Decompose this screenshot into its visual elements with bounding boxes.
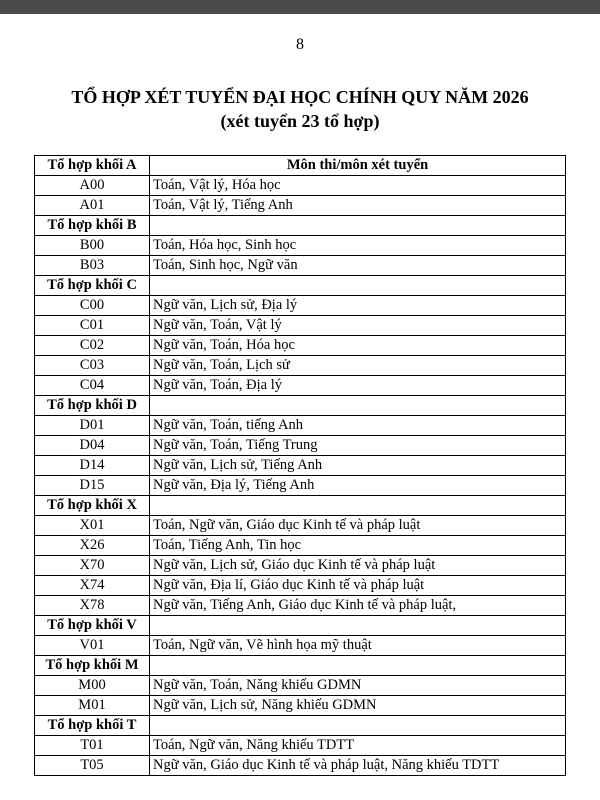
page-title: TỔ HỢP XÉT TUYỂN ĐẠI HỌC CHÍNH QUY NĂM 2026: [71, 87, 529, 107]
combination-subjects: Toán, Ngữ văn, Giáo dục Kinh tế và pháp luật: [150, 516, 566, 536]
combination-subjects: Toán, Vật lý, Tiếng Anh: [150, 196, 566, 216]
combination-subjects: Ngữ văn, Toán, Năng khiếu GDMN: [150, 676, 566, 696]
combination-code: M01: [35, 696, 150, 716]
combination-code: V01: [35, 636, 150, 656]
table-row: [35, 476, 566, 496]
combination-subjects: Toán, Sinh học, Ngữ văn: [150, 256, 566, 276]
table-row: [35, 256, 566, 276]
combination-code: X74: [35, 576, 150, 596]
page-subtitle: (xét tuyển 23 tổ hợp): [220, 111, 380, 131]
combination-subjects: Ngữ văn, Lịch sử, Năng khiếu GDMN: [150, 696, 566, 716]
group-empty-cell: [150, 716, 566, 736]
combination-subjects: Ngữ văn, Toán, Vật lý: [150, 316, 566, 336]
group-header-row: [35, 396, 566, 416]
group-label: Tổ hợp khối B: [35, 216, 150, 236]
group-empty-cell: [150, 496, 566, 516]
table-row: [35, 636, 566, 656]
table-row: [35, 736, 566, 756]
group-label: Tổ hợp khối M: [35, 656, 150, 676]
combination-code: T05: [35, 756, 150, 776]
group-empty-cell: [150, 276, 566, 296]
viewer-top-bar: [0, 0, 600, 14]
group-label: Tổ hợp khối C: [35, 276, 150, 296]
table-row: [35, 556, 566, 576]
combination-subjects: Ngữ văn, Toán, tiếng Anh: [150, 416, 566, 436]
combination-code: C01: [35, 316, 150, 336]
group-empty-cell: [150, 396, 566, 416]
group-label: Tổ hợp khối T: [35, 716, 150, 736]
page-number: 8: [296, 36, 304, 53]
combination-code: X70: [35, 556, 150, 576]
group-empty-cell: [150, 656, 566, 676]
combination-subjects: Ngữ văn, Giáo dục Kinh tế và pháp luật, Năng khiếu TDTT: [150, 756, 566, 776]
header-subjects: Môn thi/môn xét tuyển: [150, 156, 566, 176]
combination-code: T01: [35, 736, 150, 756]
combination-subjects: Ngữ văn, Tiếng Anh, Giáo dục Kinh tế và pháp luật,: [150, 596, 566, 616]
group-header-row: [35, 496, 566, 516]
combination-code: B00: [35, 236, 150, 256]
group-header-row: [35, 656, 566, 676]
group-empty-cell: [150, 216, 566, 236]
admission-combinations-table: [34, 155, 566, 776]
table-row: [35, 436, 566, 456]
group-label: Tổ hợp khối X: [35, 496, 150, 516]
table-row: [35, 756, 566, 776]
combination-code: A01: [35, 196, 150, 216]
combination-code: B03: [35, 256, 150, 276]
table-row: [35, 596, 566, 616]
combination-subjects: Toán, Hóa học, Sinh học: [150, 236, 566, 256]
combination-code: X01: [35, 516, 150, 536]
combination-subjects: Ngữ văn, Lịch sử, Tiếng Anh: [150, 456, 566, 476]
combination-code: C02: [35, 336, 150, 356]
combination-subjects: Ngữ văn, Toán, Tiếng Trung: [150, 436, 566, 456]
table-row: [35, 376, 566, 396]
combination-subjects: Ngữ văn, Địa lý, Tiếng Anh: [150, 476, 566, 496]
combination-subjects: Ngữ văn, Toán, Hóa học: [150, 336, 566, 356]
combination-subjects: Ngữ văn, Địa lí, Giáo dục Kinh tế và pháp luật: [150, 576, 566, 596]
table-row: [35, 696, 566, 716]
table-row: [35, 236, 566, 256]
combination-code: D01: [35, 416, 150, 436]
table-header-row: [35, 156, 566, 176]
combination-code: M00: [35, 676, 150, 696]
table-row: [35, 296, 566, 316]
combination-subjects: Toán, Ngữ văn, Vẽ hình họa mỹ thuật: [150, 636, 566, 656]
group-label: Tổ hợp khối D: [35, 396, 150, 416]
table-row: [35, 336, 566, 356]
combination-code: D14: [35, 456, 150, 476]
combination-subjects: Ngữ văn, Toán, Địa lý: [150, 376, 566, 396]
combination-code: D15: [35, 476, 150, 496]
table-row: [35, 516, 566, 536]
table-row: [35, 416, 566, 436]
group-empty-cell: [150, 616, 566, 636]
combination-code: X26: [35, 536, 150, 556]
group-label: Tổ hợp khối V: [35, 616, 150, 636]
table-row: [35, 456, 566, 476]
combination-subjects: Toán, Tiếng Anh, Tin học: [150, 536, 566, 556]
combination-subjects: Ngữ văn, Lịch sử, Giáo dục Kinh tế và pháp luật: [150, 556, 566, 576]
table-row: [35, 176, 566, 196]
combination-subjects: Ngữ văn, Lịch sử, Địa lý: [150, 296, 566, 316]
table-row: [35, 196, 566, 216]
combination-code: C03: [35, 356, 150, 376]
combination-code: C00: [35, 296, 150, 316]
table-row: [35, 536, 566, 556]
header-group-a: Tổ hợp khối A: [35, 156, 150, 176]
table-row: [35, 576, 566, 596]
combination-code: C04: [35, 376, 150, 396]
combination-code: A00: [35, 176, 150, 196]
group-header-row: [35, 616, 566, 636]
table-row: [35, 676, 566, 696]
group-header-row: [35, 216, 566, 236]
combination-subjects: Ngữ văn, Toán, Lịch sử: [150, 356, 566, 376]
combination-code: D04: [35, 436, 150, 456]
table-row: [35, 316, 566, 336]
table-row: [35, 356, 566, 376]
group-header-row: [35, 716, 566, 736]
combination-subjects: Toán, Ngữ văn, Năng khiếu TDTT: [150, 736, 566, 756]
group-header-row: [35, 276, 566, 296]
combination-subjects: Toán, Vật lý, Hóa học: [150, 176, 566, 196]
combination-code: X78: [35, 596, 150, 616]
